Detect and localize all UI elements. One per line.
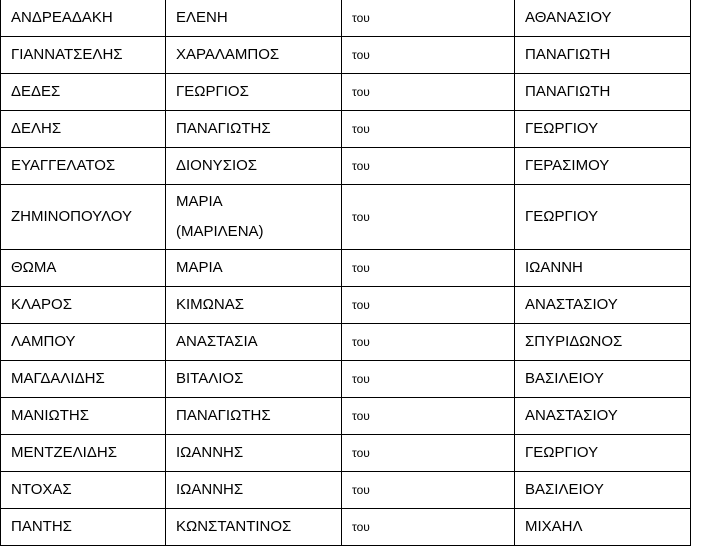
father-name-cell: ΠΑΝΑΓΙΩΤΗ — [515, 37, 691, 74]
particle-cell: του — [342, 509, 515, 546]
table-row — [1, 148, 691, 185]
first-name-cell: ΒΙΤΑΛΙΟΣ — [166, 361, 342, 398]
father-name-cell: ΓΕΡΑΣΙΜΟΥ — [515, 148, 691, 185]
table-row — [1, 250, 691, 287]
surname-cell: ΓΙΑΝΝΑΤΣΕΛΗΣ — [1, 37, 166, 74]
first-name-cell: ΠΑΝΑΓΙΩΤΗΣ — [166, 111, 342, 148]
father-name-cell: ΓΕΩΡΓΙΟΥ — [515, 185, 691, 250]
first-name-cell: ΔΙΟΝΥΣΙΟΣ — [166, 148, 342, 185]
particle-cell: του — [342, 324, 515, 361]
table-row — [1, 324, 691, 361]
surname-cell: ΜΑΝΙΩΤΗΣ — [1, 398, 166, 435]
surname-cell: ΔΕΛΗΣ — [1, 111, 166, 148]
father-name-cell: ΑΘΑΝΑΣΙΟΥ — [515, 0, 691, 37]
first-name-cell: ΜΑΡΙΑ — [166, 250, 342, 287]
first-name-cell: ΠΑΝΑΓΙΩΤΗΣ — [166, 398, 342, 435]
surname-cell: ΚΛΑΡΟΣ — [1, 287, 166, 324]
table-row — [1, 509, 691, 546]
particle-cell: του — [342, 398, 515, 435]
table-row — [1, 74, 691, 111]
table-row — [1, 287, 691, 324]
surname-cell: ΘΩΜΑ — [1, 250, 166, 287]
surname-cell: ΜΕΝΤΖΕΛΙΔΗΣ — [1, 435, 166, 472]
first-name-cell: ΑΝΑΣΤΑΣΙΑ — [166, 324, 342, 361]
table-row — [1, 435, 691, 472]
particle-cell: του — [342, 361, 515, 398]
surname-cell: ΝΤΟΧΑΣ — [1, 472, 166, 509]
father-name-cell: ΠΑΝΑΓΙΩΤΗ — [515, 74, 691, 111]
table-row — [1, 111, 691, 148]
particle-cell: του — [342, 74, 515, 111]
father-name-cell: ΜΙΧΑΗΛ — [515, 509, 691, 546]
father-name-cell: ΑΝΑΣΤΑΣΙΟΥ — [515, 287, 691, 324]
surname-cell: ΛΑΜΠΟΥ — [1, 324, 166, 361]
surname-cell: ΖΗΜΙΝΟΠΟΥΛΟΥ — [1, 185, 166, 250]
surname-cell: ΑΝΔΡΕΑΔΑΚΗ — [1, 0, 166, 37]
father-name-cell: ΓΕΩΡΓΙΟΥ — [515, 111, 691, 148]
particle-cell: του — [342, 37, 515, 74]
surname-cell: ΜΑΓΔΑΛΙΔΗΣ — [1, 361, 166, 398]
particle-cell: του — [342, 185, 515, 250]
particle-cell: του — [342, 111, 515, 148]
particle-cell: του — [342, 472, 515, 509]
father-name-cell: ΓΕΩΡΓΙΟΥ — [515, 435, 691, 472]
particle-cell: του — [342, 148, 515, 185]
father-name-cell: ΑΝΑΣΤΑΣΙΟΥ — [515, 398, 691, 435]
table-row — [1, 185, 691, 250]
surname-cell: ΠΑΝΤΗΣ — [1, 509, 166, 546]
first-name-cell: ΚΩΝΣΤΑΝΤΙΝΟΣ — [166, 509, 342, 546]
first-name-cell: ΚΙΜΩΝΑΣ — [166, 287, 342, 324]
particle-cell: του — [342, 250, 515, 287]
first-name-cell: ΓΕΩΡΓΙΟΣ — [166, 74, 342, 111]
table-row — [1, 0, 691, 37]
first-name-cell: ΙΩΑΝΝΗΣ — [166, 472, 342, 509]
father-name-cell: ΣΠΥΡΙΔΩΝΟΣ — [515, 324, 691, 361]
first-name-line: (ΜΑΡΙΛΕΝΑ) — [176, 223, 264, 240]
first-name-cell: ΙΩΑΝΝΗΣ — [166, 435, 342, 472]
surname-cell: ΔΕΔΕΣ — [1, 74, 166, 111]
first-name-line: ΜΑΡΙΑ — [176, 193, 223, 210]
father-name-cell: ΒΑΣΙΛΕΙΟΥ — [515, 472, 691, 509]
table-row — [1, 37, 691, 74]
father-name-cell: ΒΑΣΙΛΕΙΟΥ — [515, 361, 691, 398]
particle-cell: του — [342, 287, 515, 324]
particle-cell: του — [342, 435, 515, 472]
first-name-cell: ΕΛΕΝΗ — [166, 0, 342, 37]
table-row — [1, 361, 691, 398]
father-name-cell: ΙΩΑΝΝΗ — [515, 250, 691, 287]
surname-cell: ΕΥΑΓΓΕΛΑΤΟΣ — [1, 148, 166, 185]
table-row — [1, 398, 691, 435]
first-name-cell — [166, 185, 342, 250]
first-name-cell: ΧΑΡΑΛΑΜΠΟΣ — [166, 37, 342, 74]
particle-cell: του — [342, 0, 515, 37]
table-row — [1, 472, 691, 509]
